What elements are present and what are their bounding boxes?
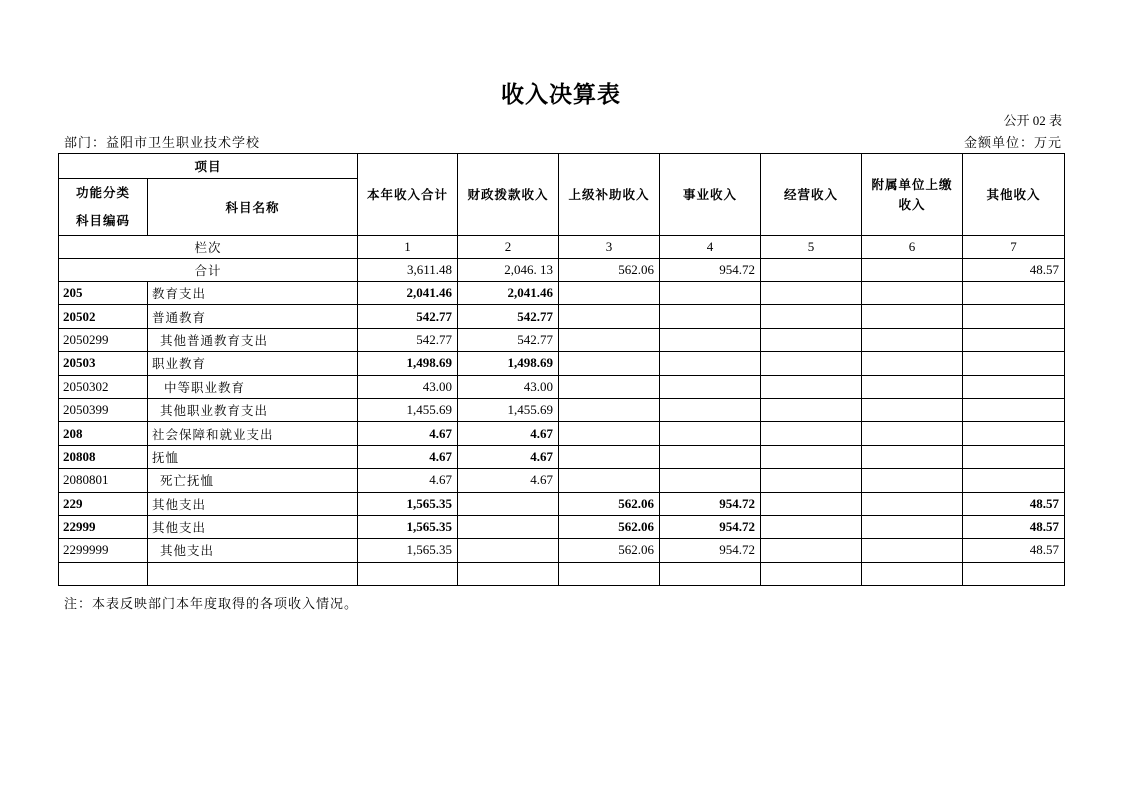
table-row <box>59 328 1065 351</box>
subject-code-cell: 229 <box>59 492 148 515</box>
table-row <box>59 492 1065 515</box>
amount-cell-fiscal <box>458 492 559 515</box>
amount-cell-superior <box>559 445 660 468</box>
header-fiscal: 财政拨款收入 <box>458 154 559 236</box>
amount-cell-operating <box>761 398 862 421</box>
amount-cell-operating <box>761 328 862 351</box>
amount-cell-business <box>660 375 761 398</box>
amount-cell-superior <box>559 282 660 305</box>
subject-code-cell: 205 <box>59 282 148 305</box>
amount-cell-other <box>963 328 1065 351</box>
amount-cell-other <box>963 305 1065 328</box>
amount-cell-other <box>963 398 1065 421</box>
column-number: 5 <box>761 236 862 259</box>
total-cell <box>862 259 963 282</box>
amount-cell-operating <box>761 375 862 398</box>
header-item: 项目 <box>59 154 358 179</box>
amount-cell-superior <box>559 305 660 328</box>
amount-cell-total: 1,455.69 <box>358 398 458 421</box>
subject-code-cell: 20502 <box>59 305 148 328</box>
subject-name-cell: 死亡抚恤 <box>148 469 358 492</box>
table-row <box>59 282 1065 305</box>
total-row <box>59 259 1065 282</box>
subject-code-cell: 2080801 <box>59 469 148 492</box>
amount-cell-business <box>660 398 761 421</box>
amount-cell-other <box>963 352 1065 375</box>
amount-cell-superior <box>559 398 660 421</box>
header-total: 本年收入合计 <box>358 154 458 236</box>
amount-cell-affiliated <box>862 562 963 585</box>
amount-cell-business <box>660 352 761 375</box>
amount-cell-other <box>963 445 1065 468</box>
department-label: 部门：益阳市卫生职业技术学校 <box>64 136 261 151</box>
amount-cell-business <box>660 562 761 585</box>
subject-name-cell: 其他支出 <box>148 539 358 562</box>
amount-cell-other: 48.57 <box>963 539 1065 562</box>
header-business: 事业收入 <box>660 154 761 236</box>
amount-cell-business <box>660 422 761 445</box>
amount-cell-business <box>660 305 761 328</box>
amount-cell-business <box>660 445 761 468</box>
subject-code-cell <box>59 562 148 585</box>
amount-cell-fiscal: 1,455.69 <box>458 398 559 421</box>
amount-cell-operating <box>761 305 862 328</box>
amount-cell-other <box>963 422 1065 445</box>
header-other: 其他收入 <box>963 154 1065 236</box>
total-cell: 562.06 <box>559 259 660 282</box>
table-row <box>59 539 1065 562</box>
header-affiliated: 附属单位上缴收入 <box>862 154 963 236</box>
amount-cell-superior <box>559 562 660 585</box>
subject-code-cell: 2050399 <box>59 398 148 421</box>
subject-name-cell: 中等职业教育 <box>148 375 358 398</box>
amount-cell-business <box>660 328 761 351</box>
amount-cell-fiscal <box>458 539 559 562</box>
amount-cell-business <box>660 469 761 492</box>
amount-cell-superior <box>559 328 660 351</box>
amount-cell-operating <box>761 469 862 492</box>
header-operating: 经营收入 <box>761 154 862 236</box>
amount-cell-affiliated <box>862 398 963 421</box>
subject-code-cell: 20808 <box>59 445 148 468</box>
amount-cell-fiscal: 2,041.46 <box>458 282 559 305</box>
amount-cell-other: 48.57 <box>963 492 1065 515</box>
subject-code-cell: 208 <box>59 422 148 445</box>
amount-cell-total: 542.77 <box>358 305 458 328</box>
table-row <box>59 352 1065 375</box>
amount-cell-total: 2,041.46 <box>358 282 458 305</box>
amount-cell-fiscal <box>458 562 559 585</box>
subject-name-cell: 其他职业教育支出 <box>148 398 358 421</box>
table-row <box>59 445 1065 468</box>
subject-name-cell <box>148 562 358 585</box>
amount-cell-operating <box>761 492 862 515</box>
header-func-code: 功能分类科目编码 <box>59 179 148 236</box>
amount-cell-operating <box>761 422 862 445</box>
amount-cell-total: 1,565.35 <box>358 515 458 538</box>
amount-cell-superior: 562.06 <box>559 539 660 562</box>
table-code: 公开 02 表 <box>1003 113 1062 128</box>
amount-cell-fiscal: 4.67 <box>458 445 559 468</box>
footnote: 注：本表反映部门本年度取得的各项收入情况。 <box>64 597 359 612</box>
amount-cell-other <box>963 562 1065 585</box>
amount-cell-superior: 562.06 <box>559 492 660 515</box>
page-title: 收入决算表 <box>501 82 621 108</box>
subject-name-cell: 教育支出 <box>148 282 358 305</box>
subject-name-cell: 其他普通教育支出 <box>148 328 358 351</box>
amount-cell-other <box>963 469 1065 492</box>
amount-cell-other <box>963 282 1065 305</box>
amount-cell-total: 1,565.35 <box>358 492 458 515</box>
amount-cell-other <box>963 375 1065 398</box>
amount-cell-superior <box>559 469 660 492</box>
amount-cell-affiliated <box>862 328 963 351</box>
income-table <box>58 153 1065 586</box>
amount-cell-business: 954.72 <box>660 492 761 515</box>
subject-name-cell: 其他支出 <box>148 515 358 538</box>
table-row <box>59 375 1065 398</box>
amount-cell-operating <box>761 515 862 538</box>
amount-cell-total: 542.77 <box>358 328 458 351</box>
subject-code-cell: 2299999 <box>59 539 148 562</box>
subject-name-cell: 其他支出 <box>148 492 358 515</box>
column-number: 3 <box>559 236 660 259</box>
amount-cell-total: 1,498.69 <box>358 352 458 375</box>
amount-cell-business: 954.72 <box>660 515 761 538</box>
column-number: 7 <box>963 236 1065 259</box>
amount-cell-fiscal: 1,498.69 <box>458 352 559 375</box>
amount-cell-total: 4.67 <box>358 445 458 468</box>
column-number: 4 <box>660 236 761 259</box>
amount-cell-affiliated <box>862 282 963 305</box>
total-cell: 2,046. 13 <box>458 259 559 282</box>
total-cell <box>761 259 862 282</box>
subject-name-cell: 社会保障和就业支出 <box>148 422 358 445</box>
column-number: 6 <box>862 236 963 259</box>
amount-cell-superior <box>559 375 660 398</box>
amount-cell-fiscal: 542.77 <box>458 328 559 351</box>
table-row <box>59 422 1065 445</box>
column-number-label: 栏次 <box>59 236 358 259</box>
amount-cell-operating <box>761 539 862 562</box>
subject-code-cell: 2050302 <box>59 375 148 398</box>
amount-cell-business <box>660 282 761 305</box>
amount-cell-affiliated <box>862 469 963 492</box>
total-cell: 3,611.48 <box>358 259 458 282</box>
amount-cell-superior <box>559 422 660 445</box>
amount-cell-affiliated <box>862 445 963 468</box>
amount-cell-affiliated <box>862 352 963 375</box>
amount-cell-fiscal: 43.00 <box>458 375 559 398</box>
total-cell: 954.72 <box>660 259 761 282</box>
subject-name-cell: 抚恤 <box>148 445 358 468</box>
amount-cell-operating <box>761 352 862 375</box>
subject-code-cell: 22999 <box>59 515 148 538</box>
column-number: 1 <box>358 236 458 259</box>
amount-cell-total <box>358 562 458 585</box>
amount-unit-label: 金额单位：万元 <box>963 136 1062 151</box>
header-superior: 上级补助收入 <box>559 154 660 236</box>
amount-cell-total: 4.67 <box>358 422 458 445</box>
amount-cell-affiliated <box>862 305 963 328</box>
table-row <box>59 398 1065 421</box>
subject-name-cell: 普通教育 <box>148 305 358 328</box>
amount-cell-fiscal <box>458 515 559 538</box>
table-row <box>59 305 1065 328</box>
amount-cell-total: 4.67 <box>358 469 458 492</box>
amount-cell-total: 1,565.35 <box>358 539 458 562</box>
subject-name-cell: 职业教育 <box>148 352 358 375</box>
table-row <box>59 515 1065 538</box>
amount-cell-affiliated <box>862 422 963 445</box>
table-row <box>59 469 1065 492</box>
amount-cell-affiliated <box>862 375 963 398</box>
amount-cell-affiliated <box>862 539 963 562</box>
amount-cell-fiscal: 4.67 <box>458 469 559 492</box>
amount-cell-affiliated <box>862 492 963 515</box>
amount-cell-superior <box>559 352 660 375</box>
total-label: 合计 <box>59 259 358 282</box>
amount-cell-total: 43.00 <box>358 375 458 398</box>
subject-code-cell: 20503 <box>59 352 148 375</box>
amount-cell-affiliated <box>862 515 963 538</box>
subject-code-cell: 2050299 <box>59 328 148 351</box>
amount-cell-business: 954.72 <box>660 539 761 562</box>
total-cell: 48.57 <box>963 259 1065 282</box>
header-subject-name: 科目名称 <box>148 179 358 236</box>
column-number: 2 <box>458 236 559 259</box>
amount-cell-operating <box>761 282 862 305</box>
amount-cell-operating <box>761 562 862 585</box>
amount-cell-superior: 562.06 <box>559 515 660 538</box>
amount-cell-fiscal: 4.67 <box>458 422 559 445</box>
table-row <box>59 562 1065 585</box>
amount-cell-other: 48.57 <box>963 515 1065 538</box>
amount-cell-fiscal: 542.77 <box>458 305 559 328</box>
amount-cell-operating <box>761 445 862 468</box>
